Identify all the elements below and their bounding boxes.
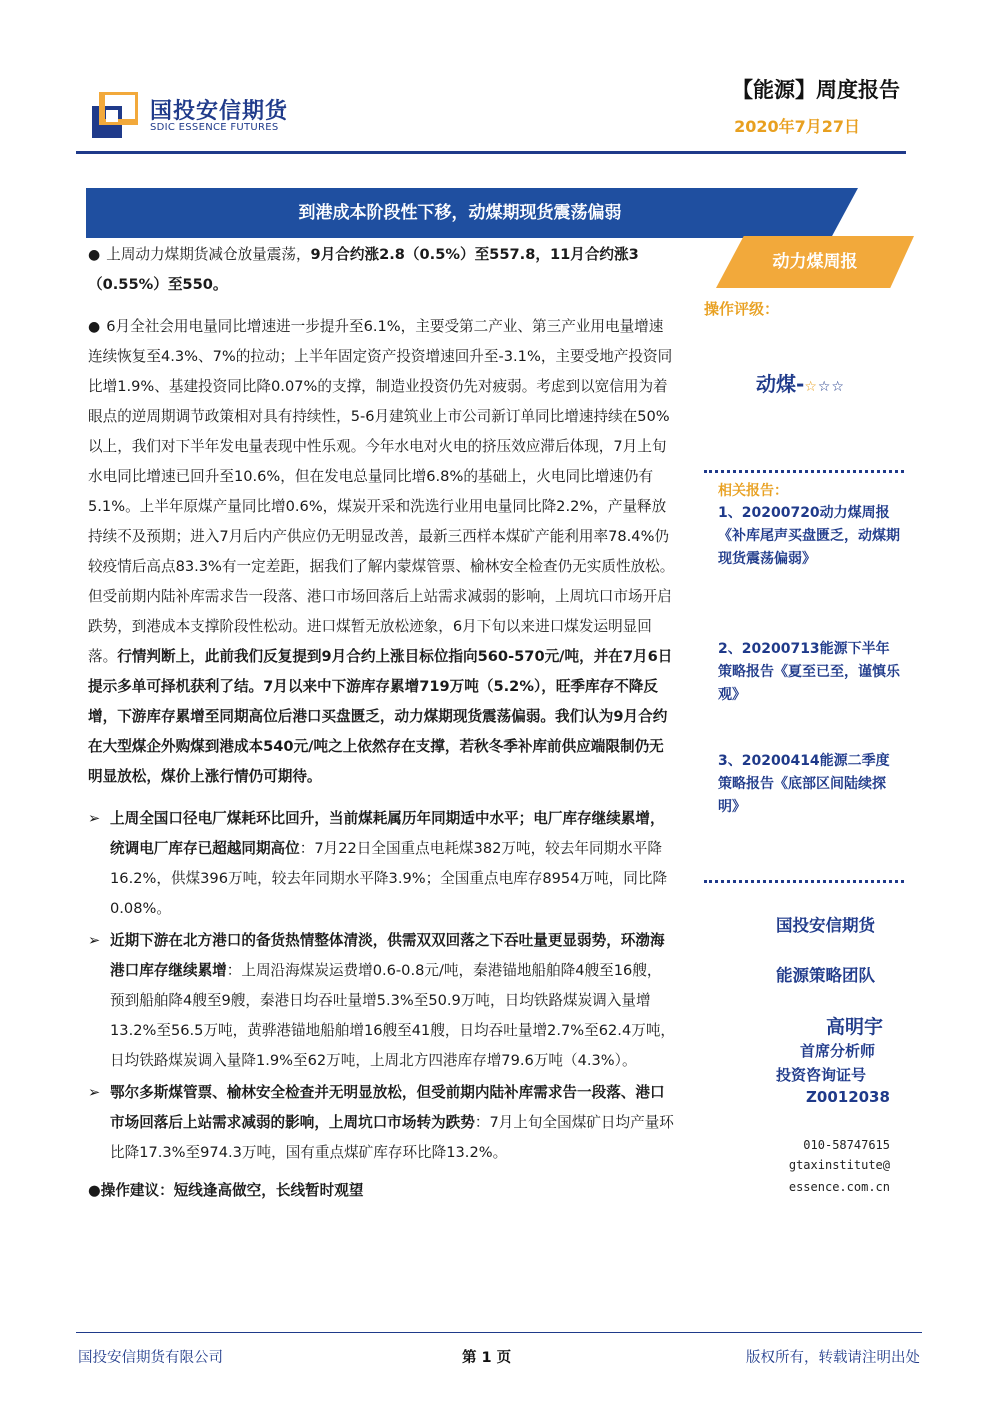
sidebar-divider <box>704 880 904 883</box>
report-title: 到港成本阶段性下移，动煤期现货震荡偏弱 <box>298 203 622 223</box>
contact-email-domain[interactable]: essence.com.cn <box>788 1180 890 1194</box>
rating-value <box>756 368 845 397</box>
cert-number: Z0012038 <box>806 1088 890 1106</box>
list-item <box>88 1078 676 1168</box>
rating-text: 动煤- <box>756 372 805 396</box>
company-logo <box>92 92 138 138</box>
operation-advice <box>88 1176 676 1206</box>
footer-divider <box>76 1332 922 1333</box>
contact-phone: 010-58747615 <box>803 1138 890 1152</box>
analyst-role: 首席分析师 <box>800 1042 876 1060</box>
header-divider <box>76 151 906 154</box>
list-item <box>88 926 676 1076</box>
related-report-link[interactable]: 3、20200414能源二季度策略报告《底部区间陆续探明》 <box>718 753 890 815</box>
related-report-link[interactable]: 1、20200720动力煤周报《补库尾声买盘匮乏，动煤期现货震荡偏弱》 <box>718 505 900 567</box>
advice-text: 操作建议：短线逢高做空，长线暂时观望 <box>100 1182 364 1199</box>
logo-wordmark-en: SDIC ESSENCE FUTURES <box>150 122 279 133</box>
summary-text: 上周动力煤期货减仓放量震荡， <box>106 246 311 263</box>
analysis-conclusion: 行情判断上，此前我们反复提到9月合约上涨目标位指向560-570元/吨，并在7月6日提示多单可择机获利了结。7月以来中下游库存累增719万吨（5.2%），旺季库存不降反增，下游库存累增至同期高位后港口买盘匮乏，动力煤期现货震荡偏弱。我们认为9月合约在大型煤企外购煤到港成本540元/吨之上依然存在支撑，若秋冬季补库前供应端限制仍无明显放松，煤价上涨行情仍可期待。 <box>88 648 673 785</box>
list-item-text: ：7月上旬全国煤矿日均产量环比降17.3%至974.3万吨，国有重点煤矿库存环比降13.2%。 <box>110 1114 674 1161</box>
list-item-text: ：上周沿海煤炭运费增0.6-0.8元/吨，秦港锚地船舶降4艘至16艘，预到船舶降4艘至9艘，秦港日均吞吐量增5.3%至50.9万吨，日均铁路煤炭调入量增13.2%至56.5万吨，黄骅港锚地船舶增16艘至41艘，日均吞吐量增2.7%至62.4万吨，日均铁路煤炭调入量降1.9%至62万吨，上周北方四港库存增79.6万吨（4.3%）。 <box>110 962 676 1069</box>
star-icon: ☆☆ <box>817 379 845 395</box>
list-item-heading: 上周全国口径电厂煤耗环比回升，当前煤耗属历年同期适中水平；电厂库存继续累增，统调电厂库存已超越同期高位 <box>110 810 665 857</box>
star-icon: ☆ <box>804 379 818 395</box>
analysis-text: 6月全社会用电量同比增速进一步提升至6.1%，主要受第二产业、第三产业用电量增速连续恢复至4.3%、7%的拉动；上半年固定资产投资增速回升至-3.1%，主要受地产投资同比增1.9%、基建投资同比降0.07%的支撑，制造业投资仍先对疲弱。考虑到以宽信用为着眼点的逆周期调节政策相对具有持续性，5-6月建筑业上市公司新订单同比增速持续在50%以上，我们对下半年发电量表现中性乐观。今年水电对火电的挤压效应滞后体现，7月上旬水电同比增速已回升至10.6%，但在发电总量同比增6.8%的基础上，火电同比增速仍有5.1%。上半年原煤产量同比增0.6%，煤炭开采和洗选行业用电量同比降2.2%，产量释放持续不及预期；进入7月后内产供应仍无明显改善，最新三西样本煤矿产能利用率78.4%仍较疫情后高点83.3%有一定差距，据我们了解内蒙煤管票、榆林安全检查仍无实质性放松。但受前期内陆补库需求告一段落、港口市场回落后上站需求减弱的影响，上周坑口市场开启跌势，到港成本支撑阶段性松动。进口煤暂无放松迹象，6月下旬以来进口煤发运明显回落。 <box>88 318 675 665</box>
report-type: 【能源】周度报告 <box>732 78 900 102</box>
arrow-bullet-icon: ➢ <box>88 810 101 827</box>
bullet-icon: ● <box>88 247 101 263</box>
main-content <box>88 240 676 1206</box>
cert-label: 投资咨询证号 <box>776 1066 867 1084</box>
footer-company: 国投安信期货有限公司 <box>78 1350 223 1366</box>
sidebar-banner-label: 动力煤周报 <box>772 252 858 272</box>
star-rating <box>804 379 845 395</box>
analysis-paragraph <box>88 312 676 792</box>
bullet-icon: ● <box>88 1182 101 1199</box>
arrow-bullet-icon: ➢ <box>88 932 101 949</box>
summary-paragraph <box>88 240 676 300</box>
bullet-icon: ● <box>88 319 101 335</box>
list-item-heading: 鄂尔多斯煤管票、榆林安全检查并无明显放松，但受前期内陆补库需求告一段落、港口市场回落后上站需求减弱的影响，上周坑口市场转为跌势 <box>110 1084 665 1131</box>
rating-label: 操作评级： <box>704 300 780 318</box>
contact-email[interactable]: gtaxinstitute@ <box>788 1158 890 1172</box>
logo-wordmark-cn: 国投安信期货 <box>150 99 289 124</box>
page-number: 第 1 页 <box>462 1350 512 1366</box>
analyst-name: 高明宇 <box>826 1016 884 1038</box>
footer-copyright: 版权所有，转载请注明出处 <box>746 1350 920 1366</box>
related-reports-heading: 相关报告： <box>718 483 788 499</box>
list-item-heading: 近期下游在北方港口的备货热情整体清淡，供需双双回落之下吞吐量更显弱势，环渤海港口库存继续累增 <box>110 932 665 979</box>
list-item-text: ：7月22日全国重点电耗煤382万吨，较去年同期水平降16.2%，供煤396万吨，较去年同期水平降3.9%；全国重点电库存8954万吨，同比降0.08%。 <box>110 840 668 917</box>
team-name: 能源策略团队 <box>776 966 875 985</box>
report-date: 2020年7月27日 <box>734 117 860 136</box>
related-report-link[interactable]: 2、20200713能源下半年策略报告《夏至已至，谨慎乐观》 <box>718 641 900 703</box>
company-name: 国投安信期货 <box>776 916 875 935</box>
arrow-bullet-icon: ➢ <box>88 1084 101 1101</box>
summary-highlight: 9月合约涨2.8（0.5%）至557.8，11月合约涨3（0.55%）至550。 <box>88 246 639 293</box>
list-item <box>88 804 676 924</box>
sidebar-divider <box>704 470 904 473</box>
